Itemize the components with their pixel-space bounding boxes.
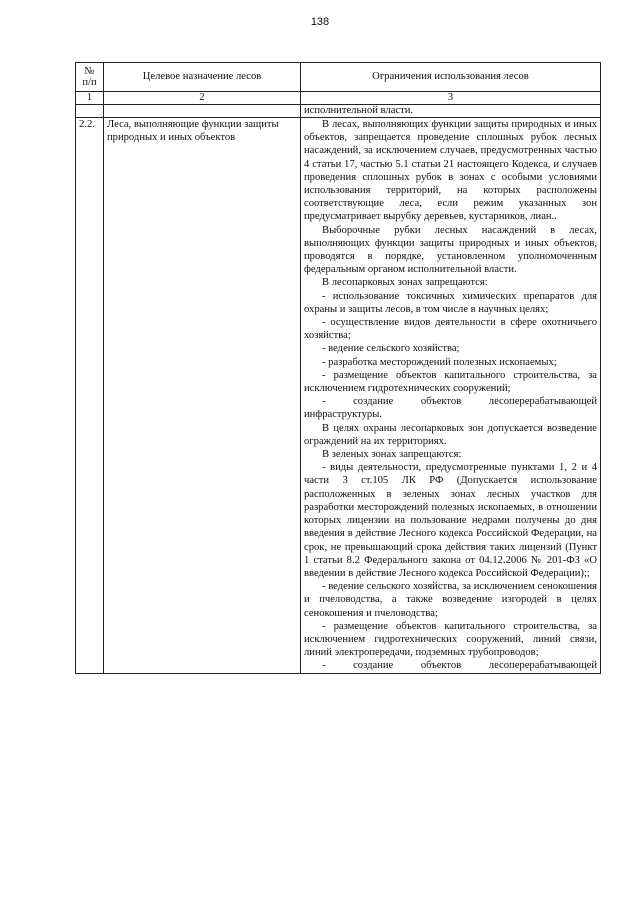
column-index-row	[76, 92, 601, 105]
restriction-paragraph: В целях охраны лесопарковых зон допускается возведение ограждений на их территориях.	[304, 422, 597, 447]
restriction-paragraph: - создание объектов лесоперерабатывающей	[322, 660, 597, 672]
forest-restrictions-table	[75, 62, 601, 674]
restriction-paragraph: - разработка месторождений полезных ископаемых;	[322, 356, 557, 368]
restriction-paragraph: В зеленых зонах запрещаются:	[322, 449, 462, 461]
restriction-paragraph: В лесах, выполняющих функции защиты природных и иных объектов, запрещается проведение сплошных рубок лесных насаждений, за исключением случаев, предусмотренных частью 4 статьи 17, частью 5.1 статьи 21 настоящего Кодекса, и случаев проведения сплошных рубок в зонах с особыми условиями использования территорий, на которых расположены соответствующие леса, если режим указанных зон предусматривает вырубку деревьев, кустарников, лиан..	[304, 119, 597, 223]
restriction-paragraph: - создание объектов лесоперерабатывающей инфраструктуры.	[304, 396, 597, 421]
column-index-2: 2	[104, 92, 301, 105]
restriction-paragraph: - размещение объектов капитального строительства, за исключением гидротехнических сооружений;	[304, 369, 597, 395]
header-number-line1: №	[84, 66, 95, 77]
row-purpose: Леса, выполняющие функции защиты природных и иных объектов	[104, 118, 301, 674]
row-restrictions	[301, 118, 601, 674]
row-number: 2.2.	[76, 118, 104, 674]
restriction-paragraph: - виды деятельности, предусмотренные пунктами 1, 2 и 4 части 3 ст.105 ЛК РФ (Допускается использование расположенных в зеленых зонах лесных участков для разработки месторождений полезных ископаемых, в отношении которых лицензии на пользование недрами получены до дня введения в действие Лесного кодекса Российской Федерации, на срок, не превышающий срока действия таких лицензий (Пункт 1 статьи 8.2 Федерального закона от 04.12.2006 № 201-ФЗ «О введении в действие Лесного кодекса Российской Федерации);;	[304, 462, 597, 579]
header-restrictions: Ограничения использования лесов	[301, 63, 601, 92]
restriction-paragraph: - ведение сельского хозяйства;	[322, 343, 460, 355]
restriction-paragraph: - ведение сельского хозяйства, за исключением сенокошения и пчеловодства, а также возведение изгородей в целях сенокошения и пчеловодства;	[304, 581, 597, 619]
page-number: 138	[310, 16, 330, 28]
restriction-paragraph: В лесопарковых зонах запрещаются:	[322, 277, 488, 289]
header-purpose: Целевое назначение лесов	[104, 63, 301, 92]
column-index-1: 1	[76, 92, 104, 105]
restriction-paragraph: - размещение объектов капитального строительства, за исключением гидротехнических сооружений, линий связи, линий электропередачи, подземных трубопроводов;	[304, 620, 597, 659]
continuation-text: исполнительной власти.	[301, 105, 601, 118]
header-number-line2: п/п	[82, 77, 97, 88]
column-index-3: 3	[301, 92, 601, 105]
header-number	[76, 63, 104, 92]
restriction-paragraph: - осуществление видов деятельности в сфере охотничьего хозяйства;	[304, 317, 597, 342]
restriction-paragraph: Выборочные рубки лесных насаждений в лесах, выполняющих функции защиты природных и иных объектов, проводятся в порядке, установленном уполномоченным федеральным органом исполнительной власти.	[304, 224, 597, 276]
table-row	[76, 118, 601, 674]
table-header-row	[76, 63, 601, 92]
continuation-row	[76, 105, 601, 118]
restriction-paragraph: - использование токсичных химических препаратов для охраны и защиты лесов, в том числе в научных целях;	[304, 290, 597, 315]
